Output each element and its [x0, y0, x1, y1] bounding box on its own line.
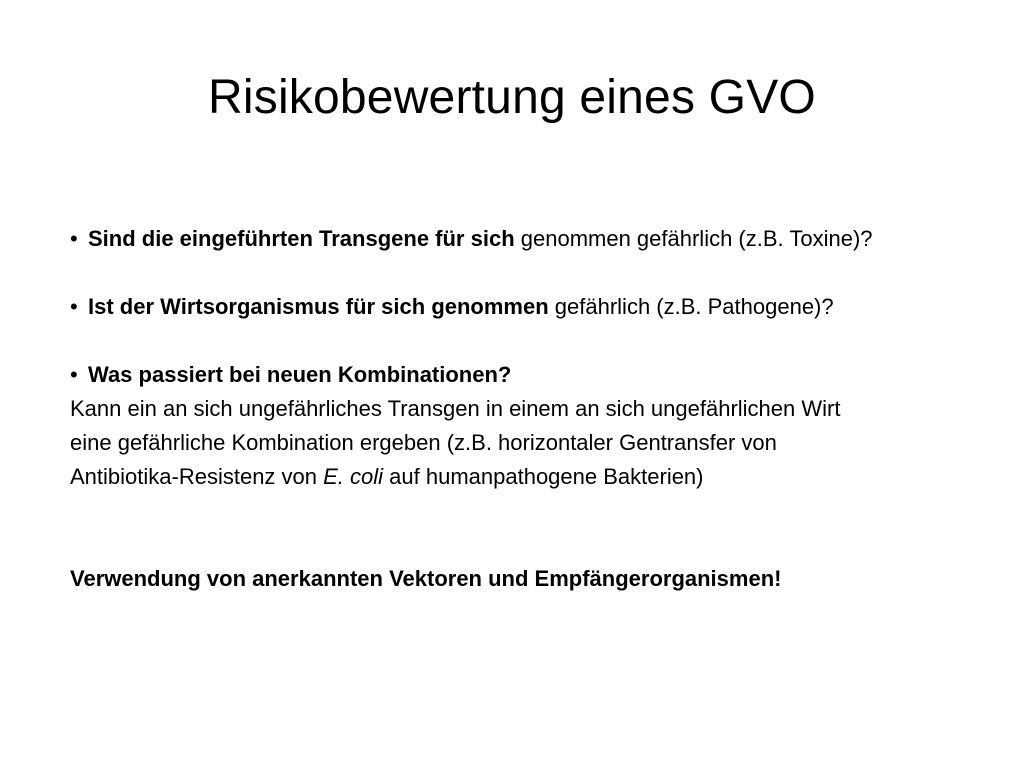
paragraph-line-1: Kann ein an sich ungefährliches Transgen in einem an sich ungefährlichen Wirt: [70, 396, 841, 421]
paragraph-text: Antibiotika-Resistenz von: [70, 464, 324, 489]
slide-title: Risikobewertung eines GVO: [208, 71, 816, 124]
bullet-normal-text: genommen gefährlich (z.B. Toxine)?: [514, 226, 873, 251]
paragraph-line-2: eine gefährliche Kombination ergeben (z.B. horizontaler Gentransfer von: [70, 430, 777, 455]
bullet-bold-text: Was passiert bei neuen Kombinationen?: [88, 362, 512, 387]
species-name: E. coli: [323, 464, 384, 489]
paragraph-line-3: [70, 460, 1000, 494]
bullet-bold-text: Sind die eingeführten Transgene für sich: [88, 226, 515, 251]
bullet-item-host-organism: [70, 290, 1000, 324]
bullet-marker: •: [70, 226, 78, 251]
spacer: [70, 256, 1000, 290]
conclusion-text: Verwendung von anerkannten Vektoren und Empfängerorganismen!: [70, 566, 782, 591]
bullet-normal-text: gefährlich (z.B. Pathogene)?: [548, 294, 834, 319]
spacer: [70, 494, 1000, 562]
paragraph-text: auf humanpathogene Bakterien): [383, 464, 704, 489]
slide-content: [70, 222, 1000, 596]
spacer: [70, 324, 1000, 358]
bullet-marker: •: [70, 294, 78, 319]
bullet-bold-text: Ist der Wirtsorganismus für sich genommen: [88, 294, 549, 319]
bullet-item-combinations: [70, 358, 1000, 392]
bullet-marker: •: [70, 362, 78, 387]
bullet-item-transgenes: [70, 222, 1000, 256]
